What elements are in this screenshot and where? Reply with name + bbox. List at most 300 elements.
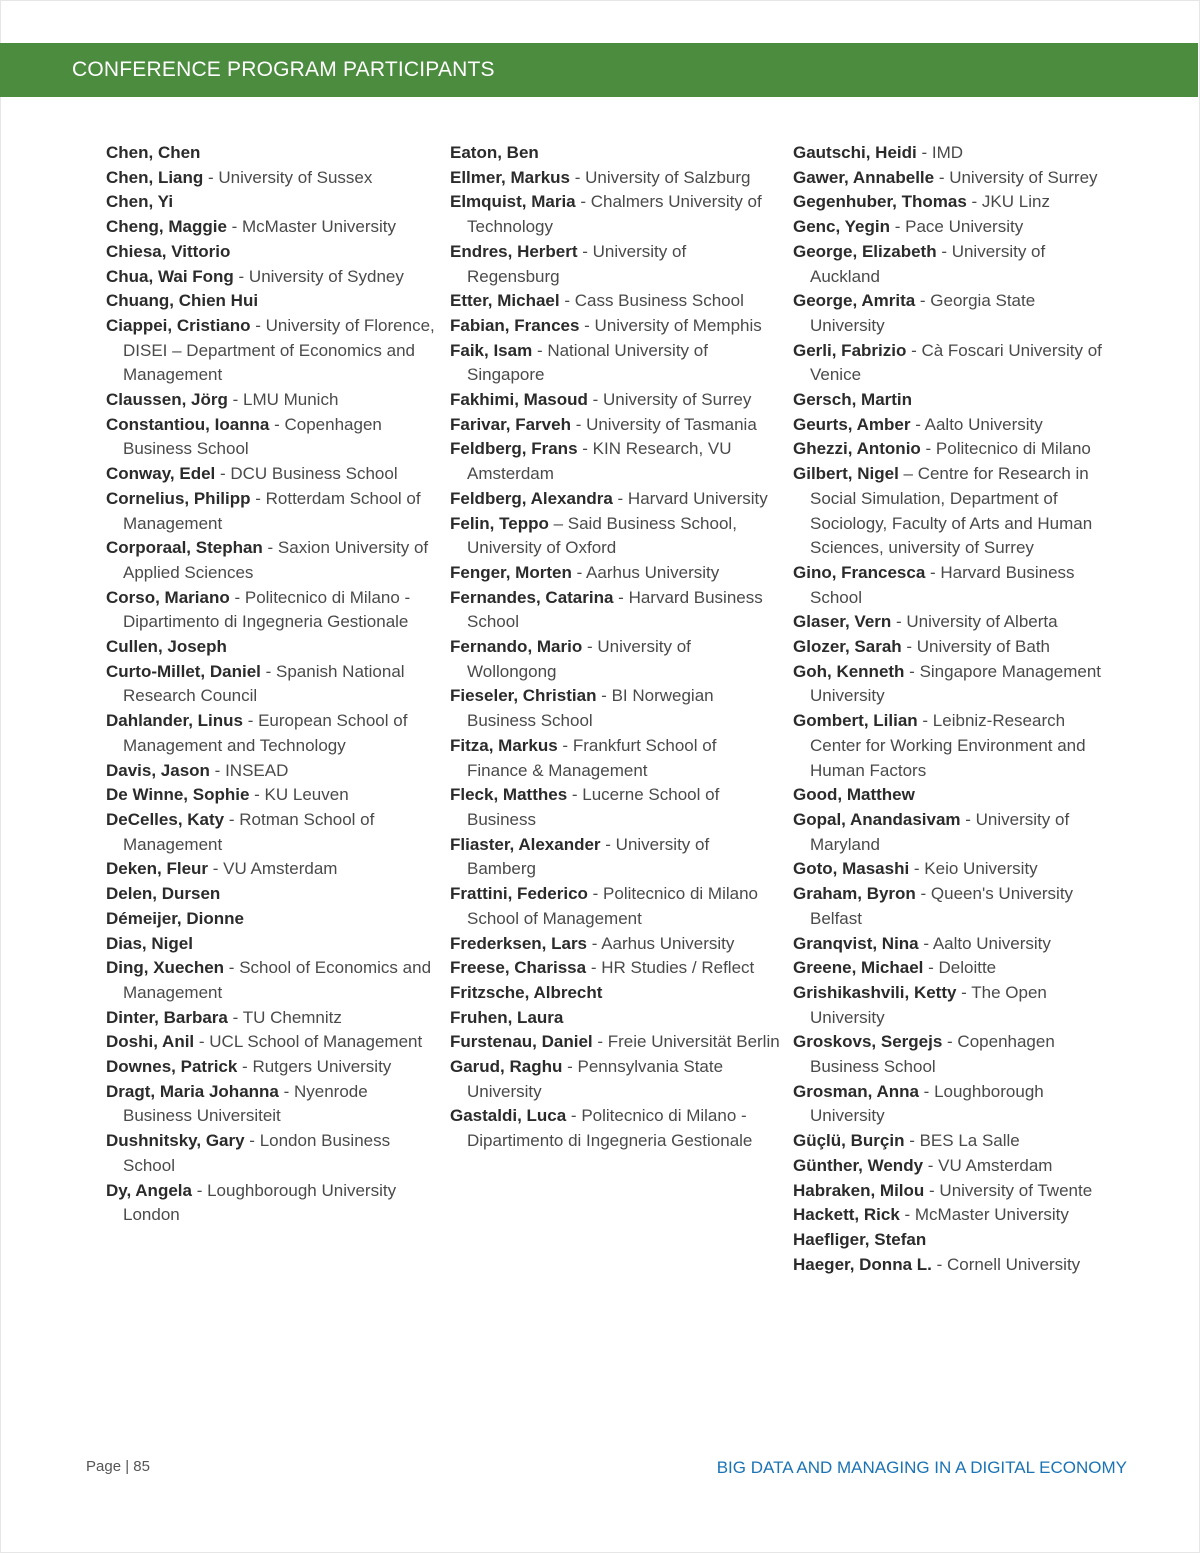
participant-affiliation: University of Salzburg — [585, 167, 751, 187]
participant-affiliation: University of Sussex — [218, 167, 373, 187]
participant-name: Gastaldi, Luca — [450, 1106, 567, 1126]
page-number: Page | 85 — [86, 1458, 150, 1475]
entry-separator: - — [208, 859, 224, 879]
participant-name: Delen, Dursen — [106, 884, 221, 904]
participant-name: Démeijer, Dionne — [106, 908, 244, 928]
participant-name: Fabian, Frances — [450, 315, 580, 335]
participant-affiliation: Frankfurt School of Finance & Management — [467, 735, 717, 780]
participant-entry — [106, 413, 436, 462]
participant-entry — [106, 635, 436, 660]
entry-separator: - — [956, 982, 972, 1002]
participant-affiliation: Deloitte — [938, 958, 997, 978]
participant-name: Felin, Teppo — [450, 513, 549, 533]
participant-entry — [106, 215, 436, 240]
participant-name: Downes, Patrick — [106, 1057, 238, 1077]
participant-affiliation: Loughborough University London — [123, 1180, 397, 1225]
participant-entry — [793, 413, 1103, 438]
participant-name: Chiesa, Vittorio — [106, 241, 231, 261]
participant-affiliation: Cà Foscari University of Venice — [810, 340, 1102, 385]
participant-entry — [106, 388, 436, 413]
entry-separator: - — [899, 1205, 915, 1225]
participant-name: Greene, Michael — [793, 958, 924, 978]
participant-name: Gilbert, Nigel — [793, 464, 899, 484]
entry-separator: - — [587, 390, 604, 410]
participant-affiliation: McMaster University — [242, 217, 396, 237]
participant-name: Habraken, Milou — [793, 1180, 925, 1200]
entry-separator: - — [191, 1180, 208, 1200]
participant-affiliation: University of Surrey — [949, 167, 1098, 187]
participant-entry — [793, 932, 1103, 957]
participant-entry — [106, 1055, 436, 1080]
entry-separator: - — [936, 241, 952, 261]
participant-name: Conway, Edel — [106, 464, 216, 484]
participant-entry — [793, 1080, 1103, 1129]
participant-affiliation: Queen's University Belfast — [810, 884, 1074, 928]
entry-separator: - — [942, 1032, 958, 1052]
participant-name: Fernandes, Catarina — [450, 587, 614, 607]
participant-entry — [106, 857, 436, 882]
entry-separator: - — [233, 266, 249, 286]
entry-separator: - — [592, 1032, 608, 1052]
entry-separator: - — [613, 587, 629, 607]
participant-entry — [106, 932, 436, 957]
entry-separator: - — [203, 167, 219, 187]
participant-name: Garud, Raghu — [450, 1057, 563, 1077]
participant-affiliation: University of Bath — [916, 637, 1051, 657]
entry-separator: - — [906, 340, 922, 360]
entry-separator: - — [269, 414, 285, 434]
participant-name: Chen, Chen — [106, 143, 201, 162]
participant-name: Hackett, Rick — [793, 1205, 900, 1225]
participant-affiliation: LMU Munich — [242, 390, 339, 410]
entry-separator: - — [249, 785, 265, 805]
participant-affiliation: IMD — [931, 143, 964, 162]
participant-entry — [793, 1030, 1103, 1079]
entry-separator: - — [923, 958, 939, 978]
entry-separator: - — [262, 538, 278, 558]
participant-entry — [106, 586, 436, 635]
participant-affiliation: Aalto University — [932, 933, 1051, 953]
participant-name: Ellmer, Markus — [450, 167, 571, 187]
participant-entry — [450, 882, 780, 931]
participant-name: Gautschi, Heidi — [793, 143, 917, 162]
participant-affiliation: London Business School — [123, 1131, 391, 1175]
participant-affiliation: Singapore Management University — [810, 661, 1102, 706]
entry-separator: - — [586, 958, 602, 978]
participant-affiliation: University of Surrey — [603, 390, 752, 410]
participant-entry — [106, 141, 436, 166]
participant-name: Cornelius, Philipp — [106, 488, 251, 508]
participant-entry — [106, 265, 436, 290]
participant-affiliation: University of Wollongong — [467, 637, 691, 681]
entry-separator: - — [244, 1131, 260, 1151]
participant-entry — [106, 783, 436, 808]
participant-name: Gino, Francesca — [793, 562, 926, 582]
participant-entry — [106, 709, 436, 758]
participant-entry — [106, 1080, 436, 1129]
entry-separator: - — [596, 686, 612, 706]
participant-name: Chen, Liang — [106, 167, 204, 187]
participant-affiliation: Politecnico di Milano - Dipartimento di Ingegneria Gestionale — [467, 1106, 753, 1151]
entry-separator: - — [567, 785, 583, 805]
participant-entry — [450, 1055, 780, 1104]
participant-affiliation: Politecnico di Milano School of Management — [467, 884, 758, 928]
entry-separator: - — [587, 933, 602, 953]
participant-entry — [450, 833, 780, 882]
participant-affiliation: Aalto University — [924, 414, 1043, 434]
participant-name: Chuang, Chien Hui — [106, 291, 259, 311]
participant-affiliation: TU Chemnitz — [242, 1007, 342, 1027]
participant-entry — [106, 882, 436, 907]
participant-affiliation: Lucerne School of Business — [467, 785, 720, 829]
entry-separator: - — [925, 562, 941, 582]
participant-entry — [450, 240, 780, 289]
participant-affiliation: National University of Singapore — [467, 340, 708, 385]
entry-separator: - — [909, 859, 925, 879]
participant-affiliation: Cornell University — [946, 1254, 1081, 1274]
participant-entry — [793, 166, 1103, 191]
participant-entry — [793, 1154, 1103, 1179]
participant-affiliation: Freie Universität Berlin — [607, 1032, 780, 1052]
participant-entry — [106, 1179, 436, 1228]
participant-entry — [106, 462, 436, 487]
participant-name: Günther, Wendy — [793, 1155, 924, 1175]
entry-separator: - — [557, 735, 573, 755]
participant-name: Dy, Angela — [106, 1180, 192, 1200]
participant-name: Gawer, Annabelle — [793, 167, 935, 187]
participant-affiliation: School of Economics and Management — [123, 958, 432, 1002]
entry-separator: - — [910, 414, 925, 434]
participants-column-2 — [450, 141, 780, 1154]
participant-affiliation: University of Auckland — [810, 241, 1046, 286]
participant-name: Ding, Xuechen — [106, 958, 225, 978]
participant-entry — [793, 339, 1103, 388]
participant-entry — [106, 487, 436, 536]
participant-name: Gegenhuber, Thomas — [793, 192, 967, 212]
participant-name: Furstenau, Daniel — [450, 1032, 593, 1052]
participant-entry — [793, 437, 1103, 462]
entry-separator: - — [570, 414, 587, 434]
participant-entry — [106, 1129, 436, 1178]
entry-separator: - — [966, 192, 982, 212]
participant-affiliation: University of Tasmania — [586, 414, 757, 434]
entry-separator: - — [559, 291, 575, 311]
participant-entry — [793, 141, 1103, 166]
participant-entry — [450, 586, 780, 635]
participant-affiliation: University of Maryland — [810, 809, 1070, 854]
participant-name: Goto, Masashi — [793, 859, 910, 879]
participant-name: Fritzsche, Albrecht — [450, 982, 603, 1002]
participant-name: Fruhen, Laura — [450, 1007, 564, 1027]
entry-separator: - — [960, 809, 976, 829]
participant-entry — [106, 808, 436, 857]
participant-entry — [450, 635, 780, 684]
entry-separator: - — [237, 1057, 253, 1077]
participant-entry — [450, 956, 780, 981]
participant-name: Good, Matthew — [793, 785, 915, 805]
participant-entry — [450, 437, 780, 486]
participant-name: Fieseler, Christian — [450, 686, 597, 706]
participant-affiliation: Chalmers University of Technology — [467, 192, 762, 237]
participant-affiliation: Politecnico di Milano — [935, 439, 1091, 459]
participant-name: Groskovs, Sergejs — [793, 1032, 943, 1052]
participant-name: Doshi, Anil — [106, 1032, 195, 1052]
participant-entry — [793, 610, 1103, 635]
participant-name: Chen, Yi — [106, 192, 174, 212]
participant-name: Etter, Michael — [450, 291, 560, 311]
participant-name: Goh, Kenneth — [793, 661, 905, 681]
participant-entry — [106, 240, 436, 265]
participant-entry — [450, 1006, 780, 1031]
participant-entry — [450, 783, 780, 832]
participant-name: Dias, Nigel — [106, 933, 193, 953]
participant-affiliation: Rotman School of Management — [123, 809, 375, 854]
entry-separator: - — [577, 241, 593, 261]
publication-title: BIG DATA AND MANAGING IN A DIGITAL ECONOMY — [716, 1458, 1127, 1477]
participant-entry — [793, 1203, 1103, 1228]
participant-entry — [450, 561, 780, 586]
participant-name: Genc, Yegin — [793, 217, 891, 237]
participant-entry — [450, 932, 780, 957]
participant-name: Eaton, Ben — [450, 143, 539, 162]
participant-affiliation: Leibniz-Research Center for Working Environment and Human Factors — [810, 711, 1086, 780]
participant-name: Frattini, Federico — [450, 884, 588, 904]
participant-name: DeCelles, Katy — [106, 809, 225, 829]
entry-separator: - — [209, 760, 226, 780]
participant-entry — [106, 907, 436, 932]
participant-name: Dinter, Barbara — [106, 1007, 228, 1027]
participant-name: Cullen, Joseph — [106, 637, 227, 657]
participant-affiliation: BI Norwegian Business School — [467, 686, 714, 731]
participant-entry — [450, 141, 780, 166]
participant-entry — [450, 981, 780, 1006]
participant-name: Güçlü, Burçin — [793, 1131, 905, 1151]
participant-entry — [793, 783, 1103, 808]
participant-name: Fakhimi, Masoud — [450, 390, 588, 410]
participant-name: Farivar, Farveh — [450, 414, 571, 434]
entry-separator: - — [917, 711, 933, 731]
entry-separator: - — [915, 884, 931, 904]
entry-separator: - — [215, 464, 231, 484]
participant-entry — [450, 289, 780, 314]
entry-separator: - — [612, 488, 628, 508]
entry-separator: - — [931, 1254, 947, 1274]
participant-name: Geurts, Amber — [793, 414, 911, 434]
participant-name: Gombert, Lilian — [793, 711, 918, 731]
participant-entry — [450, 166, 780, 191]
participant-name: Granqvist, Nina — [793, 933, 919, 953]
entry-separator: - — [600, 834, 616, 854]
participant-entry — [106, 536, 436, 585]
entry-separator: - — [890, 217, 906, 237]
participant-entry — [793, 190, 1103, 215]
entry-separator: - — [566, 1106, 582, 1126]
participant-entry — [450, 413, 780, 438]
participant-affiliation: McMaster University — [914, 1205, 1069, 1225]
participant-affiliation: UCL School of Management — [209, 1032, 423, 1052]
entry-separator: - — [918, 933, 933, 953]
participant-name: Grishikashvili, Ketty — [793, 982, 957, 1002]
participant-entry — [106, 289, 436, 314]
participant-affiliation: University of Twente — [939, 1180, 1093, 1200]
entry-separator: - — [901, 637, 917, 657]
participant-name: Dahlander, Linus — [106, 711, 243, 731]
entry-separator: - — [915, 291, 931, 311]
entry-separator: - — [194, 1032, 210, 1052]
participant-name: Haefliger, Stefan — [793, 1229, 927, 1249]
participant-name: George, Amrita — [793, 291, 916, 311]
participant-affiliation: University of Bamberg — [467, 834, 710, 879]
participant-affiliation: KIN Research, VU Amsterdam — [467, 439, 732, 484]
participant-name: Fernando, Mario — [450, 637, 583, 657]
participant-affiliation: Nyenrode Business Universiteit — [123, 1081, 368, 1126]
participant-affiliation: University of Memphis — [594, 315, 762, 335]
participant-entry — [106, 166, 436, 191]
entry-separator: - — [224, 809, 240, 829]
participant-affiliation: Saxion University of Applied Sciences — [123, 538, 429, 582]
participant-entry — [450, 684, 780, 733]
entry-separator: - — [575, 192, 591, 212]
participant-affiliation: Politecnico di Milano - Dipartimento di Ingegneria Gestionale — [123, 587, 411, 632]
participant-name: Grosman, Anna — [793, 1081, 919, 1101]
entry-separator: – — [898, 464, 918, 484]
participant-affiliation: Rutgers University — [252, 1057, 392, 1077]
participant-name: Fliaster, Alexander — [450, 834, 601, 854]
participant-entry — [793, 1228, 1103, 1253]
page-title: CONFERENCE PROGRAM PARTICIPANTS — [72, 58, 495, 81]
participant-affiliation: HR Studies / Reflect — [601, 958, 755, 978]
entry-separator: - — [924, 1180, 940, 1200]
participant-affiliation: Aarhus University — [586, 562, 720, 582]
participant-name: Fleck, Matthes — [450, 785, 568, 805]
entry-separator: - — [227, 1007, 243, 1027]
participant-name: Gerli, Fabrizio — [793, 340, 907, 360]
participant-name: De Winne, Sophie — [106, 785, 250, 805]
participant-name: Curto-Millet, Daniel — [106, 661, 261, 681]
entry-separator: - — [920, 439, 936, 459]
participant-entry — [793, 561, 1103, 610]
participant-name: Constantiou, Ioanna — [106, 414, 270, 434]
participant-affiliation: European School of Management and Technology — [123, 711, 408, 755]
participant-entry — [106, 660, 436, 709]
participant-name: Fitza, Markus — [450, 735, 558, 755]
participant-name: Corporaal, Stephan — [106, 538, 263, 558]
entry-separator: - — [250, 488, 266, 508]
entry-separator: - — [229, 587, 245, 607]
participant-name: Graham, Byron — [793, 884, 916, 904]
participant-entry — [450, 190, 780, 239]
participant-name: Faik, Isam — [450, 340, 533, 360]
participant-name: Gopal, Anandasivam — [793, 809, 961, 829]
entry-separator: - — [923, 1155, 939, 1175]
participant-affiliation: University of Sydney — [248, 266, 404, 286]
participant-affiliation: JKU Linz — [981, 192, 1050, 212]
participant-name: Freese, Charissa — [450, 958, 587, 978]
entry-separator: - — [579, 315, 595, 335]
participant-name: Dragt, Maria Johanna — [106, 1081, 279, 1101]
participant-name: Davis, Jason — [106, 760, 210, 780]
participant-name: George, Elizabeth — [793, 241, 937, 261]
participant-entry — [793, 808, 1103, 857]
participant-entry — [450, 512, 780, 561]
participant-entry — [106, 314, 436, 388]
participants-column-1 — [106, 141, 436, 1228]
participant-name: Claussen, Jörg — [106, 390, 228, 410]
participant-affiliation: University of Florence, DISEI – Department of Economics and Management — [123, 315, 435, 385]
participant-entry — [450, 487, 780, 512]
participant-entry — [793, 709, 1103, 783]
participant-entry — [450, 1104, 780, 1153]
participant-entry — [793, 289, 1103, 338]
entry-separator: - — [904, 1131, 920, 1151]
entry-separator: - — [562, 1057, 578, 1077]
entry-separator: - — [904, 661, 920, 681]
participant-name: Corso, Mariano — [106, 587, 230, 607]
participant-affiliation: Aarhus University — [601, 933, 735, 953]
participant-name: Ciappei, Cristiano — [106, 315, 251, 335]
participant-affiliation: Copenhagen Business School — [810, 1032, 1055, 1077]
participant-affiliation: BES La Salle — [919, 1131, 1020, 1151]
participant-affiliation: University of Regensburg — [467, 241, 687, 286]
participant-affiliation: Harvard University — [627, 488, 768, 508]
participant-affiliation: Keio University — [924, 859, 1038, 879]
participant-entry — [793, 1179, 1103, 1204]
entry-separator: - — [577, 439, 593, 459]
entry-separator: - — [227, 390, 243, 410]
participant-entry — [793, 1129, 1103, 1154]
participant-entry — [106, 956, 436, 1005]
participant-affiliation: Pennsylvania State University — [467, 1057, 724, 1101]
participant-affiliation: Loughborough University — [810, 1081, 1044, 1126]
participant-affiliation: Centre for Research in Social Simulation, Department of Sociology, Faculty of Arts and Human Sciences, university of Surrey — [810, 464, 1093, 558]
participant-name: Dushnitsky, Gary — [106, 1131, 245, 1151]
participant-entry — [793, 462, 1103, 561]
participant-entry — [793, 1253, 1103, 1278]
participant-name: Gersch, Martin — [793, 390, 913, 410]
participant-entry — [793, 981, 1103, 1030]
participant-name: Deken, Fleur — [106, 859, 209, 879]
participant-name: Glaser, Vern — [793, 612, 892, 632]
participant-entry — [106, 1006, 436, 1031]
participant-name: Cheng, Maggie — [106, 217, 227, 237]
participant-entry — [450, 734, 780, 783]
participant-affiliation: Georgia State University — [810, 291, 1036, 335]
participant-entry — [450, 314, 780, 339]
participant-name: Feldberg, Alexandra — [450, 488, 613, 508]
participant-entry — [793, 857, 1103, 882]
participant-affiliation: INSEAD — [225, 760, 289, 780]
participant-entry — [106, 190, 436, 215]
participant-name: Endres, Herbert — [450, 241, 578, 261]
participant-affiliation: University of Alberta — [906, 612, 1058, 632]
participant-entry — [793, 956, 1103, 981]
entry-separator: - — [916, 143, 932, 162]
participant-entry — [793, 635, 1103, 660]
entry-separator: – — [548, 513, 568, 533]
participant-affiliation: VU Amsterdam — [938, 1155, 1053, 1175]
participant-entry — [106, 759, 436, 784]
participant-entry — [793, 215, 1103, 240]
participant-name: Fenger, Morten — [450, 562, 572, 582]
participant-entry — [106, 1030, 436, 1055]
participant-affiliation: DCU Business School — [230, 464, 398, 484]
entry-separator: - — [260, 661, 277, 681]
entry-separator: - — [582, 637, 598, 657]
participant-affiliation: Harvard Business School — [810, 562, 1075, 607]
participant-affiliation: Cass Business School — [574, 291, 744, 311]
entry-separator: - — [224, 958, 240, 978]
participant-entry — [450, 388, 780, 413]
